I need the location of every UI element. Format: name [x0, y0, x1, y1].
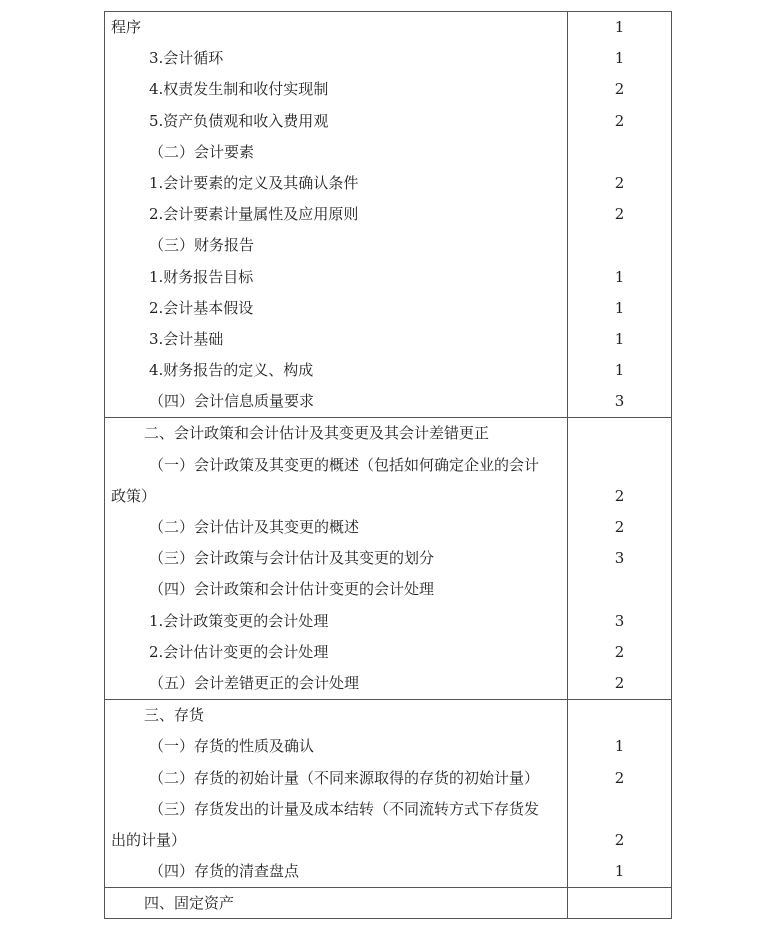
hours-value: 1 [614, 361, 625, 380]
topic-text: 2.会计估计变更的会计处理 [149, 642, 329, 661]
topic-text: （三）会计政策与会计估计及其变更的划分 [149, 549, 435, 568]
topic-text: 4.权责发生制和收付实现制 [149, 80, 329, 99]
hours-value: 2 [614, 518, 625, 536]
hours-value [568, 450, 671, 481]
hours-value [568, 700, 671, 731]
topic-text: 4.财务报告的定义、构成 [149, 361, 314, 380]
topic-text: 2.会计基本假设 [149, 298, 254, 317]
hours-value: 2 [614, 486, 625, 505]
topic-text: （二）会计估计及其变更的概述 [149, 518, 360, 536]
hours-value: 3 [614, 549, 625, 568]
hours-value: 1 [614, 267, 625, 286]
hours-value: 1 [614, 298, 625, 317]
hours-value [568, 888, 671, 918]
table-section [105, 700, 671, 888]
hours-value [568, 794, 671, 825]
topic-text: （一）会计政策及其变更的概述（包括如何确定企业的会计 [149, 455, 540, 474]
topic-text: 政策） [111, 486, 157, 505]
topic-text: 出的计量） [111, 830, 187, 849]
topic-text: （四）会计政策和会计估计变更的会计处理 [149, 580, 435, 599]
topic-text: 程序 [111, 18, 142, 36]
hours-value: 2 [614, 173, 625, 192]
section-heading: 四、固定资产 [144, 894, 235, 913]
hours-value: 1 [614, 18, 625, 36]
hours-value: 1 [614, 737, 625, 756]
hours-value: 2 [614, 111, 625, 130]
topic-text: 1.财务报告目标 [149, 267, 254, 286]
hours-value: 3 [614, 392, 625, 411]
topic-text: （三）财务报告 [149, 236, 255, 255]
topic-cell [105, 12, 568, 417]
topic-text: 3.会计循环 [149, 49, 224, 68]
topic-text: （四）会计信息质量要求 [149, 392, 315, 411]
hours-value: 1 [614, 862, 625, 881]
table-section [105, 12, 671, 418]
hours-value: 2 [614, 80, 625, 99]
section-heading: 二、会计政策和会计估计及其变更及其会计差错更正 [144, 424, 490, 443]
hours-value: 2 [614, 642, 625, 661]
topic-cell [105, 700, 568, 887]
hours-cell [568, 418, 671, 699]
hours-value: 3 [614, 611, 625, 630]
topic-text: 3.会计基础 [149, 329, 224, 348]
hours-value: 2 [614, 830, 625, 849]
hours-value: 2 [614, 673, 625, 692]
topic-text: （二）存货的初始计量（不同来源取得的存货的初始计量） [149, 768, 540, 787]
topic-text: （五）会计差错更正的会计处理 [149, 673, 360, 692]
topic-text: 5.资产负债观和收入费用观 [149, 111, 329, 130]
topic-cell [105, 418, 568, 699]
table-section [105, 418, 671, 700]
section-heading: 三、存货 [144, 706, 205, 725]
hours-value [568, 574, 671, 605]
hours-cell [568, 888, 671, 918]
hours-cell [568, 12, 671, 417]
topic-text: （四）存货的清查盘点 [149, 862, 300, 881]
hours-value: 2 [614, 768, 625, 787]
topic-text: 1.会计政策变更的会计处理 [149, 611, 329, 630]
hours-value: 1 [614, 329, 625, 348]
table-section [105, 888, 671, 919]
hours-value: 2 [614, 205, 625, 224]
hours-value [568, 418, 671, 449]
hours-value [568, 137, 671, 168]
topic-text: 1.会计要素的定义及其确认条件 [149, 173, 359, 192]
topic-text: （二）会计要素 [149, 142, 255, 161]
syllabus-table [104, 11, 672, 919]
hours-value: 1 [614, 49, 625, 68]
topic-cell [105, 888, 568, 918]
topic-text: （三）存货发出的计量及成本结转（不同流转方式下存货发 [149, 799, 540, 818]
hours-cell [568, 700, 671, 887]
topic-text: （一）存货的性质及确认 [149, 737, 315, 756]
hours-value [568, 230, 671, 261]
topic-text: 2.会计要素计量属性及应用原则 [149, 205, 359, 224]
